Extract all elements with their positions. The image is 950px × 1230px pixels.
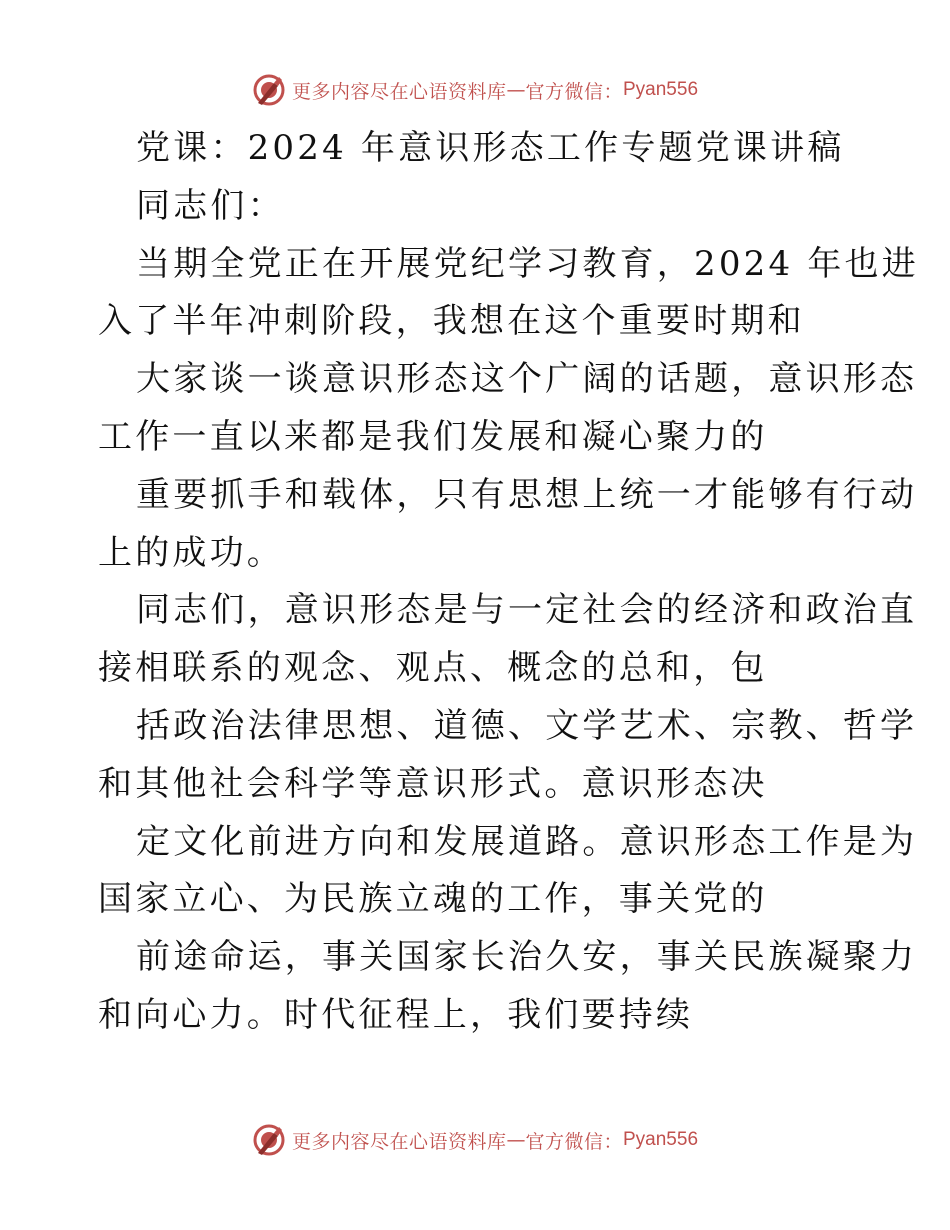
paragraph-line: 同志们，意识形态是与一定社会的经济和政治直 xyxy=(136,590,918,631)
watermark-separator: — xyxy=(506,79,526,101)
paragraph-line: 大家谈一谈意识形态这个广阔的话题，意识形态 xyxy=(136,359,918,400)
paragraph-line: 当期全党正在开展党纪学习教育，2024 年也进 xyxy=(136,243,919,284)
paragraph-line: 前途命运，事关国家长治久安，事关民族凝聚力 xyxy=(136,937,918,978)
document-body xyxy=(98,120,919,1045)
paragraph-line: 括政治法律思想、道德、文学艺术、宗教、哲学 xyxy=(136,705,918,746)
paragraph-line: 工作一直以来都是我们发展和凝心聚力的 xyxy=(98,416,768,457)
paragraph-line: 重要抓手和载体，只有思想上统一才能够有行动 xyxy=(136,474,918,515)
watermark-wechat-label: 官方微信： xyxy=(525,1130,623,1153)
paragraph-line: 和其他社会科学等意识形式。意识形态决 xyxy=(98,763,768,804)
header-watermark xyxy=(0,70,950,110)
paragraph-line: 定文化前进方向和发展道路。意识形态工作是为 xyxy=(136,821,918,862)
salutation: 同志们： xyxy=(136,185,285,226)
watermark-wechat-id: Pyan556 xyxy=(623,1129,699,1150)
document-title: 党课：2024 年意识形态工作专题党课讲稿 xyxy=(136,128,845,168)
watermark-wechat-label: 官方微信： xyxy=(525,80,623,103)
watermark-wechat-id: Pyan556 xyxy=(623,79,699,100)
paragraph-line: 接相联系的观念、观点、概念的总和，包 xyxy=(98,648,768,689)
watermark-text: 更多内容尽在心语资料库 xyxy=(291,80,507,103)
paragraph-line: 和向心力。时代征程上，我们要持续 xyxy=(98,994,694,1035)
paragraph-line: 入了半年冲刺阶段，我想在这个重要时期和 xyxy=(98,301,805,342)
footer-watermark xyxy=(0,1120,950,1160)
paragraph-line: 国家立心、为民族立魂的工作，事关党的 xyxy=(98,879,768,920)
pen-logo-icon xyxy=(252,1123,286,1157)
watermark-separator: — xyxy=(506,1129,526,1151)
paragraph-line: 上的成功。 xyxy=(98,532,284,573)
pen-logo-icon xyxy=(252,73,286,107)
watermark-text: 更多内容尽在心语资料库 xyxy=(291,1130,507,1153)
